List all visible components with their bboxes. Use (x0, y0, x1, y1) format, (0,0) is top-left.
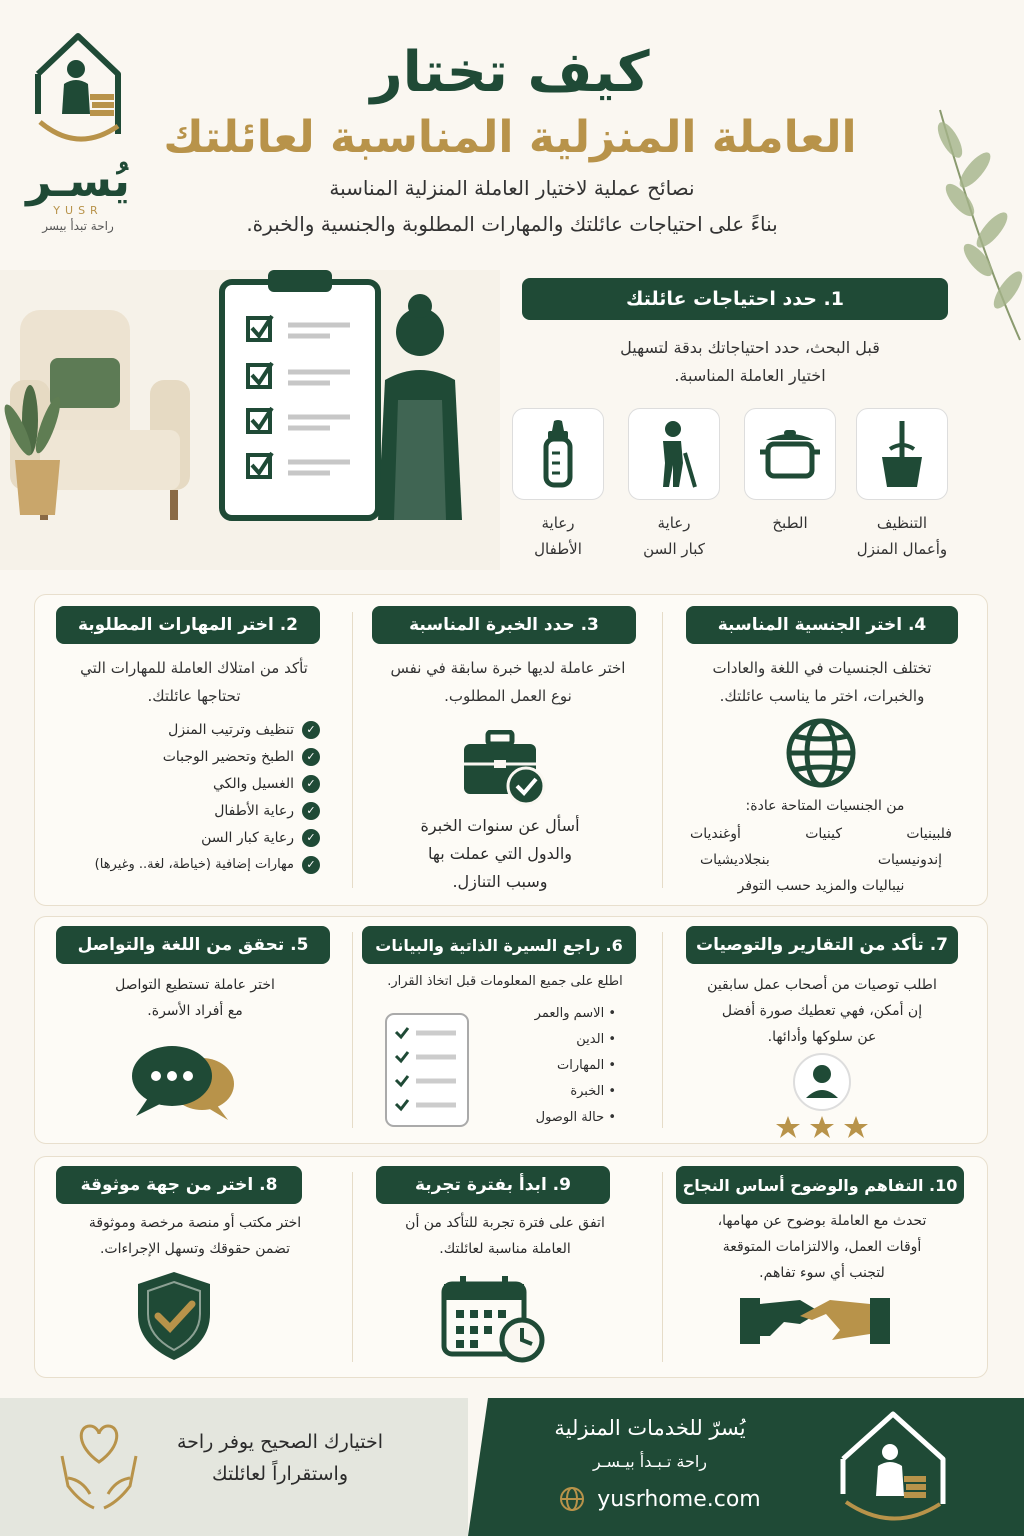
armchair-clipboard-illustration (0, 270, 500, 570)
calendar-clock-icon (440, 1274, 550, 1366)
divider (352, 932, 353, 1128)
brand-logo (18, 14, 138, 233)
list-item: ✓ رعاية كبار السن (60, 824, 320, 851)
step8-text: اختر مكتب أو منصة مرخصة وموثوقة تضمن حقوقك وتسهل الإجراءات. (88, 1215, 302, 1257)
logo-english: YUSR (53, 204, 103, 217)
step4-title: 4. اختر الجنسية المناسبة (686, 606, 958, 644)
chat-bubbles-icon (128, 1044, 238, 1124)
step5-title: 5. تحقق من اللغة والتواصل (56, 926, 330, 964)
divider (662, 612, 663, 888)
footer-tagline: راحة تـبـدأ بيـسـر (592, 1452, 708, 1471)
nationality-item: إندونيسيات (877, 852, 942, 868)
cooking-pot-icon (758, 424, 822, 484)
step4-available-label: من الجنسيات المتاحة عادة: (745, 798, 905, 814)
page-title: كيف تختار (370, 40, 650, 105)
globe-icon (559, 1486, 585, 1512)
footer-message: اختيارك الصحيح يوفر راحة واستقراراً لعائلتك (176, 1431, 384, 1485)
handshake-icon (740, 1290, 890, 1350)
step2-text-line2: تحتاجها عائلتك. (147, 687, 241, 705)
step1-text-line1: قبل البحث، حدد احتياجاتك بدقة لتسهيل (620, 338, 880, 357)
check-icon: ✓ (302, 829, 320, 847)
step3-text-line2: نوع العمل المطلوب. (444, 687, 572, 705)
nationality-more: نيباليات والمزيد حسب التوفر (737, 878, 905, 894)
page-title-line2: العاملة المنزلية المناسبة لعائلتك (163, 112, 857, 163)
mop-bucket-icon (872, 419, 932, 489)
divider (352, 612, 353, 888)
star-icon (776, 1116, 868, 1138)
step10-title: 10. التفاهم والوضوح أساس النجاح (676, 1166, 964, 1204)
step7-text: اطلب توصيات من أصحاب عمل سابقين إن أمكن، فهي تعطيك صورة أفضل عن سلوكها وأدائها. (707, 977, 937, 1045)
document-checklist-icon (384, 1012, 470, 1128)
footer-company: يُسرّ للخدمات المنزلية (554, 1416, 746, 1440)
check-icon: ✓ (302, 775, 320, 793)
check-icon: ✓ (302, 856, 320, 874)
step2-title: 2. اختر المهارات المطلوبة (56, 606, 320, 644)
need-elderly-label: رعاية كبار السن (643, 514, 705, 558)
check-icon: ✓ (302, 748, 320, 766)
step1-title: 1. حدد احتياجات عائلتك (522, 278, 948, 320)
nationality-item: فلبينيات (906, 826, 952, 842)
briefcase-check-icon (460, 730, 552, 808)
divider (662, 932, 663, 1128)
step9-text: اتفق على فترة تجربة للتأكد من أن العاملة مناسبة لعائلتك. (405, 1215, 605, 1257)
step4-text-line2: والخبرات، اختر ما يناسب عائلتك. (719, 687, 925, 705)
list-item: ✓ مهارات إضافية (خياطة، لغة.. وغيرها) (60, 851, 320, 878)
shield-check-icon (134, 1270, 214, 1362)
list-item: ✓ الغسيل والكي (60, 770, 320, 797)
nationality-row1 (690, 826, 952, 842)
step5-text: اختر عاملة تستطيع التواصل مع أفراد الأسرة. (115, 977, 275, 1019)
need-cleaning-label: التنظيف وأعمال المنزل (856, 514, 948, 558)
check-icon: ✓ (302, 721, 320, 739)
house-maid-logo-icon (18, 14, 138, 164)
step8-title: 8. اختر من جهة موثوقة (56, 1166, 302, 1204)
rated-person-icon (772, 1052, 872, 1140)
page-subtitle-line1: نصائح عملية لاختيار العاملة المنزلية المناسبة (329, 176, 695, 200)
step3-text-line1: اختر عاملة لديها خبرة سابقة في نفس (390, 659, 626, 677)
skills-list (60, 716, 320, 878)
clipboard-checklist-icon (222, 270, 378, 518)
hero-illustration (0, 270, 500, 570)
heart-hands-icon (56, 1416, 142, 1516)
step3-title: 3. حدد الخبرة المناسبة (372, 606, 636, 644)
list-item: ✓ الطبخ وتحضير الوجبات (60, 743, 320, 770)
nationality-item: بنجلاديشيات (700, 852, 770, 868)
step3-note: أسأل عن سنوات الخبرة والدول التي عملت بها وسبب التنازل. (420, 816, 580, 891)
list-item: • الخبرة (486, 1084, 616, 1110)
need-cooking-box (744, 408, 836, 500)
need-children-box (512, 408, 604, 500)
nationality-row2 (700, 852, 942, 868)
page-subtitle-line2: بناءً على احتياجات عائلتك والمهارات المطلوبة والجنسية والخبرة. (246, 212, 778, 236)
nationality-item: أوغنديات (690, 826, 741, 842)
logo-arabic: يُسـر (26, 156, 130, 207)
check-icon: ✓ (302, 802, 320, 820)
divider (662, 1172, 663, 1362)
logo-tagline: راحة تبدأ بيسر (42, 219, 114, 233)
cv-items-list (486, 1006, 616, 1136)
list-item: • الدين (486, 1032, 616, 1058)
list-item: • الاسم والعمر (486, 1006, 616, 1032)
elderly-person-icon (647, 419, 701, 489)
house-maid-logo-icon (828, 1404, 958, 1530)
need-cleaning-box (856, 408, 948, 500)
need-children-label: رعاية الأطفال (534, 514, 582, 558)
step6-text: اطلع على جميع المعلومات قبل اتخاذ القرار. (387, 974, 623, 989)
website-url[interactable]: yusrhome.com (597, 1486, 761, 1512)
step9-title: 9. ابدأ بفترة تجربة (376, 1166, 610, 1204)
need-elderly-box (628, 408, 720, 500)
step10-text: تحدث مع العاملة بوضوح عن مهامها، أوقات العمل، والالتزامات المتوقعة لتجنب أي سوء تفاهم. (717, 1213, 927, 1281)
step2-text-line1: تأكد من امتلاك العاملة للمهارات التي (80, 659, 308, 677)
step4-text-line1: تختلف الجنسيات في اللغة والعادات (712, 659, 932, 677)
list-item: ✓ رعاية الأطفال (60, 797, 320, 824)
need-cooking-label: الطبخ (772, 514, 808, 532)
step6-title: 6. راجع السيرة الذاتية والبيانات (362, 926, 636, 964)
footer-website[interactable] (530, 1486, 790, 1512)
list-item: • المهارات (486, 1058, 616, 1084)
list-item: • حالة الوصول (486, 1110, 616, 1136)
step7-title: 7. تأكد من التقارير والتوصيات (686, 926, 958, 964)
baby-bottle-icon (536, 419, 580, 489)
step1-text-line2: اختيار العاملة المناسبة. (674, 366, 826, 385)
list-item: ✓ تنظيف وترتيب المنزل (60, 716, 320, 743)
globe-icon (784, 716, 858, 790)
nationality-item: كينيات (805, 826, 843, 842)
divider (352, 1172, 353, 1362)
